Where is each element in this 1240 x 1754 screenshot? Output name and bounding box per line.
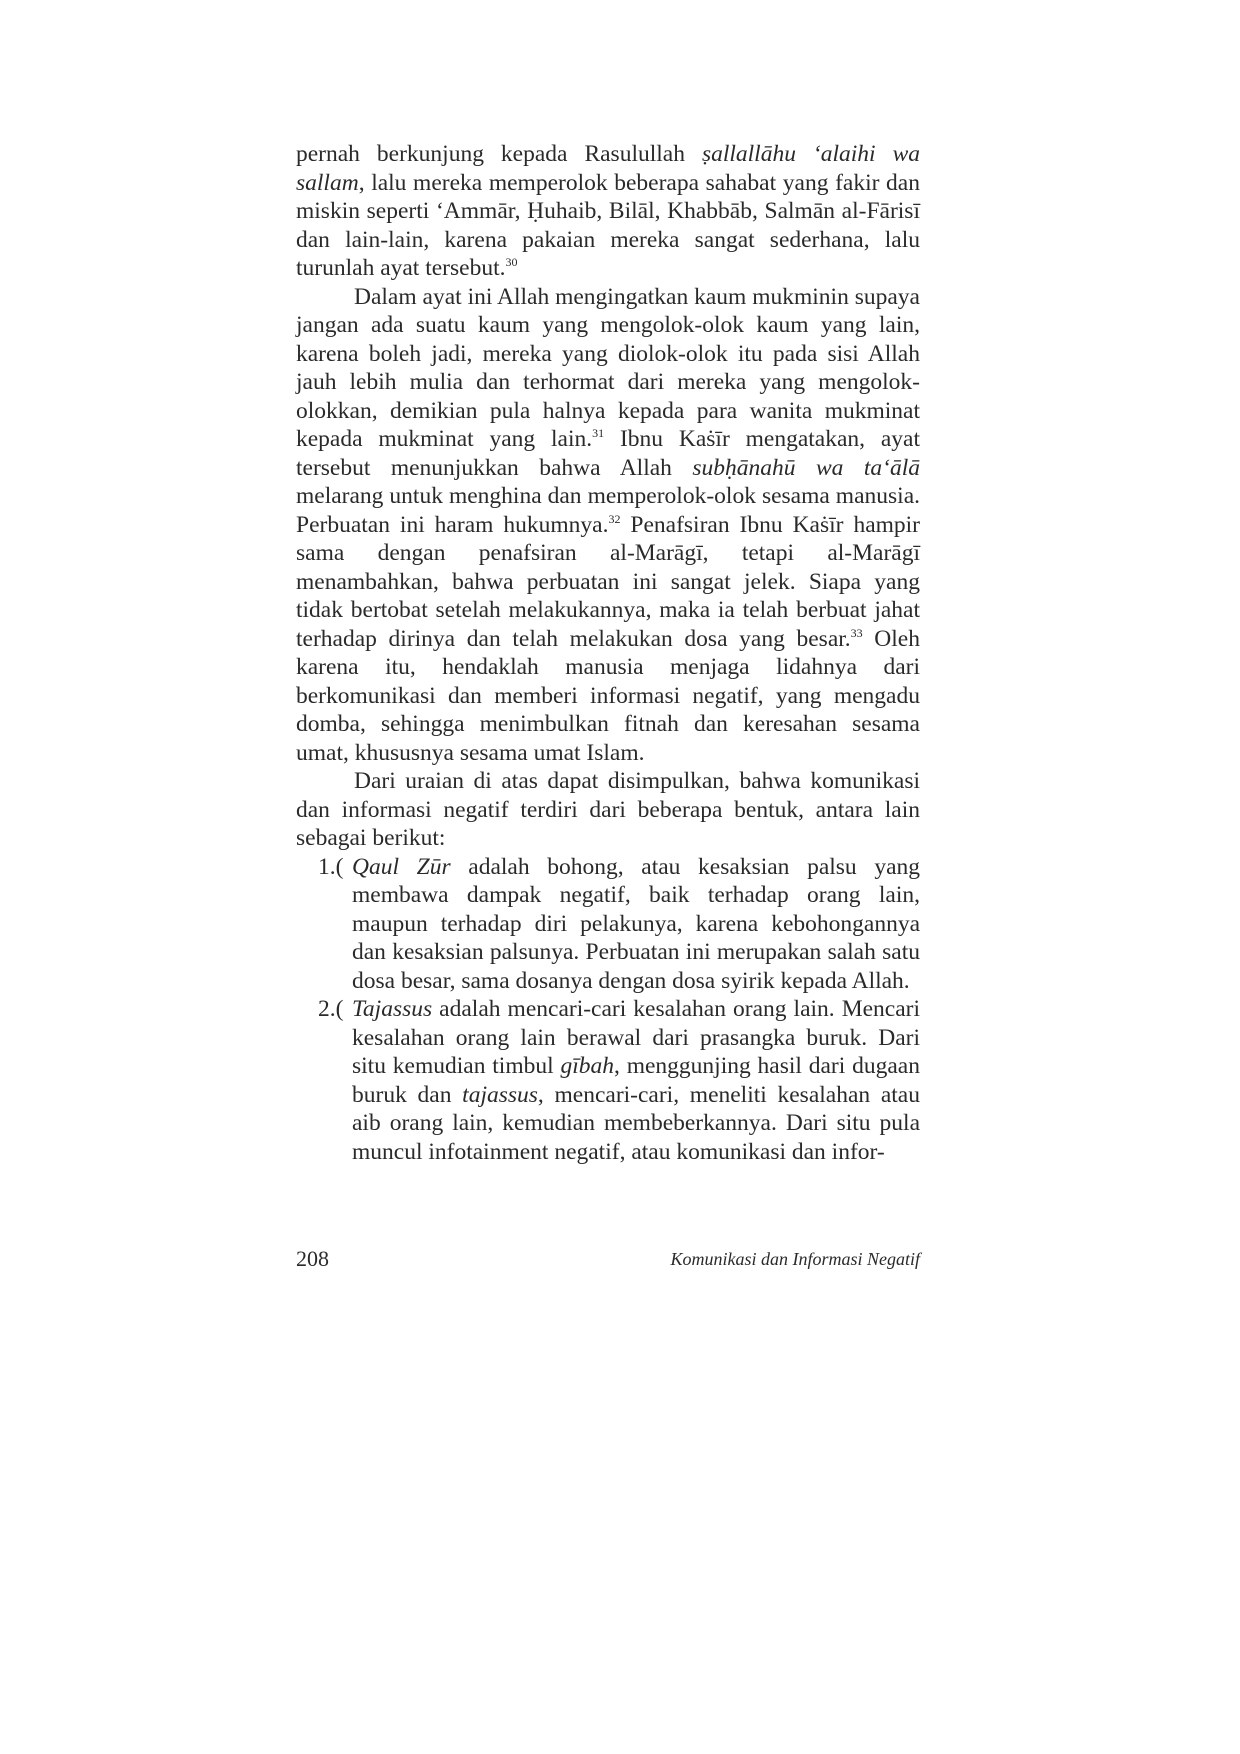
page-number: 208 xyxy=(296,1246,329,1271)
list-term: Qaul Zūr xyxy=(352,853,451,880)
list-text: adalah bohong, atau kesaksian palsu yang membawa dampak negatif, baik terhadap orang lain, maupun terhadap diri pelakunya, karena kebohongannya dan kesaksian palsunya. Perbuatan ini merupakan salah satu dosa besar, sama dosanya dengan dosa syirik kepada Allah. xyxy=(352,853,921,994)
footnote-ref-30[interactable]: 30 xyxy=(505,255,518,270)
text-run: Dalam ayat ini Allah mengingatkan kaum mukminin supaya jangan ada suatu kaum yang mengolok-olok kaum yang lain, karena boleh jadi, mereka yang diolok-olok itu pada sisi Allah jauh lebih mulia dan terhormat dari mereka yang mengolok-olokkan, demikian pula halnya kepada para wanita mukminat kepada mukminat yang lain. xyxy=(296,283,920,452)
list-text: , menggunjing hasil dari dugaan buruk dan xyxy=(352,1053,920,1108)
list-text: , mencari-cari, meneliti kesalahan atau aib orang lain, kemudian membeberkannya. Dari situ pula muncul infotainment negatif, atau komunikasi dan infor- xyxy=(352,1081,920,1165)
negative-forms-list xyxy=(296,853,920,1167)
text-run: melarang untuk menghina dan memperolok-olok sesama manusia. Perbuatan ini haram hukumnya. xyxy=(296,483,920,538)
list-term: Tajassus xyxy=(352,996,433,1022)
text-run: pernah berkunjung kepada Rasulullah xyxy=(296,141,702,167)
main-text xyxy=(296,140,920,1166)
italic-term: tajassus xyxy=(462,1081,538,1108)
text-run: Oleh karena itu, hendaklah manusia menjaga lidahnya dari berkomunikasi dan memberi informasi negatif, yang mengadu domba, sehingga menimbulkan fitnah dan keresahan sesama umat, khususnya sesama umat Islam. xyxy=(296,625,920,766)
list-marker: 1.( xyxy=(318,853,344,880)
text-run: Ibnu Kaṡīr mengatakan, ayat tersebut menunjukkan bahwa Allah xyxy=(296,426,920,481)
list-item-2 xyxy=(296,995,920,1166)
list-text: adalah mencari-cari kesalahan orang lain. Mencari kesalahan orang lain berawal dari prasangka buruk. Dari situ kemudian timbul xyxy=(352,996,920,1079)
text-run: Penafsiran Ibnu Kaṡīr hampir sama dengan penafsiran al-Marāgī, tetapi al-Marāgī menambahkan, bahwa perbuatan ini sangat jelek. Siapa yang tidak bertobat setelah melakukannya, maka ia telah berbuat jahat terhadap dirinya dan telah melakukan dosa yang besar. xyxy=(296,511,921,652)
paragraph-2 xyxy=(296,283,920,768)
paragraph-1 xyxy=(296,140,920,283)
footnote-ref-32[interactable]: 32 xyxy=(608,511,621,526)
list-item-1 xyxy=(296,853,920,996)
italic-term: gībah xyxy=(560,1053,614,1079)
list-marker: 2.( xyxy=(318,996,344,1022)
italic-phrase: ṣallallāhu ‘alaihi wa sallam xyxy=(296,141,920,196)
paragraph-3: Dari uraian di atas dapat disimpulkan, bahwa komunikasi dan informasi negatif terdiri dari beberapa bentuk, antara lain sebagai berikut: xyxy=(296,768,920,851)
italic-phrase: subḥānahū wa ta‘ālā xyxy=(692,454,920,481)
text-run: , lalu mereka memperolok beberapa sahabat yang fakir dan miskin seperti ‘Ammār, Ḥuhaib, Bilāl, Khabbāb, Salmān al-Fārisī dan lain-lain, karena pakaian mereka sangat sederhana, lalu turunlah ayat tersebut. xyxy=(296,169,920,281)
footnote-ref-31[interactable]: 31 xyxy=(592,426,605,441)
running-title: Komunikasi dan Informasi Negatif xyxy=(670,1249,920,1269)
footnote-ref-33[interactable]: 33 xyxy=(850,625,863,640)
